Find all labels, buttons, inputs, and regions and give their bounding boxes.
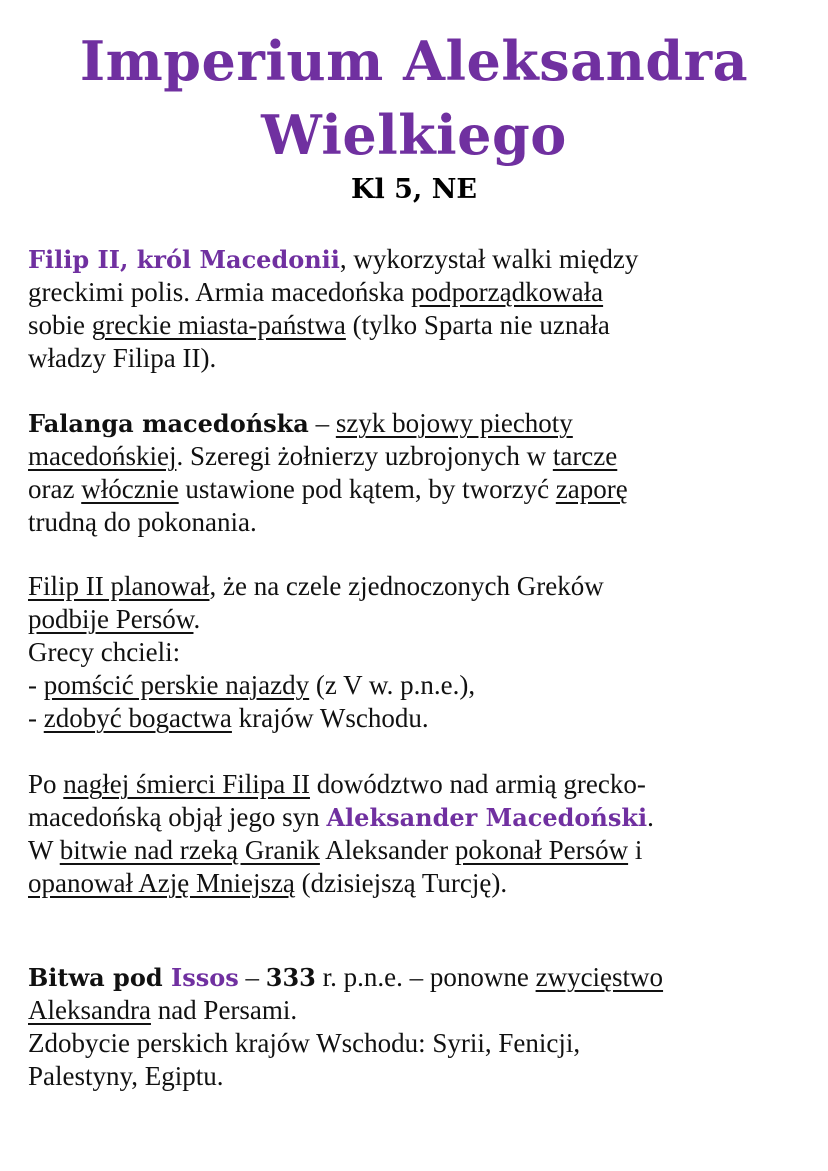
text: nad Persami. — [150, 995, 298, 1025]
text: . Szeregi żołnierzy uzbrojonych w — [176, 441, 553, 471]
paragraph-filip-ii — [28, 243, 818, 375]
underlined-term: włócznie — [81, 474, 179, 504]
text-line — [28, 407, 818, 440]
text-line — [28, 801, 818, 834]
text: , że na czele zjednoczonych Greków — [209, 571, 604, 601]
text: (tylko Sparta nie uznała — [345, 310, 610, 340]
text-line: Palestyny, Egiptu. — [28, 1061, 224, 1091]
underlined-term: zdobyć bogactwa — [43, 703, 232, 733]
text-line: Zdobycie perskich krajów Wschodu: Syrii, Fenicji, — [28, 1028, 581, 1058]
text-line — [28, 243, 818, 276]
underlined-term: macedońskiej — [28, 441, 177, 471]
text: oraz — [28, 474, 82, 504]
highlight-term: Aleksander Macedoński — [326, 803, 648, 832]
text-line — [28, 473, 818, 506]
text: . — [193, 604, 201, 634]
text-line: władzy Filipa II). — [28, 343, 217, 373]
highlight-term: Filip II, król Macedonii — [28, 245, 340, 274]
text: (dzisiejszą Turcję). — [294, 868, 508, 898]
bold-term: Bitwa pod — [28, 963, 171, 992]
list-dash: - — [28, 670, 44, 700]
list-dash: - — [28, 703, 44, 733]
underlined-term: pomścić perskie najazdy — [43, 670, 310, 700]
text-line — [28, 276, 818, 309]
text-line — [28, 834, 818, 867]
paragraph-plans — [28, 570, 818, 735]
underlined-term: pokonał Persów — [454, 835, 629, 865]
text: dowództwo nad armią grecko- — [309, 769, 646, 799]
highlight-term: Issos — [170, 963, 239, 992]
list-item — [28, 669, 818, 702]
text: sobie — [28, 310, 92, 340]
underlined-term: podbije Persów — [28, 604, 194, 634]
paragraph-falanga — [28, 407, 818, 539]
paragraph-aleksander — [28, 768, 818, 900]
underlined-term: Aleksandra — [28, 995, 151, 1025]
page-title-line-1: Imperium Aleksandra — [79, 29, 749, 93]
text: macedońską objął jego syn — [28, 802, 327, 832]
text: . — [647, 802, 654, 832]
underlined-term: Filip II planował — [28, 571, 210, 601]
text-line: trudną do pokonania. — [28, 507, 257, 537]
text: – — [308, 408, 336, 438]
text-line — [28, 603, 818, 636]
text-line — [28, 768, 818, 801]
text: Po — [28, 769, 64, 799]
text-line — [28, 867, 818, 900]
text: i — [628, 835, 643, 865]
underlined-term: zwycięstwo — [535, 962, 664, 992]
text: greckimi polis. Armia macedońska — [28, 277, 412, 307]
text-line — [28, 994, 818, 1027]
text-line — [28, 440, 818, 473]
underlined-term: greckie miasta-państwa — [91, 310, 346, 340]
text-line: Grecy chcieli: — [28, 637, 181, 667]
text: r. p.n.e. – ponowne — [315, 962, 536, 992]
text: Aleksander — [319, 835, 455, 865]
underlined-term: tarcze — [552, 441, 618, 471]
paragraph-issos — [28, 961, 818, 1093]
page-subtitle: Kl 5, NE — [351, 174, 477, 205]
text-line — [28, 961, 818, 994]
bold-term: Falanga macedońska — [28, 409, 309, 438]
text: – — [238, 962, 266, 992]
bold-year: 333 — [265, 963, 316, 992]
list-item — [28, 702, 818, 735]
text: , wykorzystał walki między — [339, 244, 639, 274]
text-line — [28, 570, 818, 603]
underlined-term: szyk bojowy piechoty — [335, 408, 573, 438]
text: (z V w. p.n.e.), — [309, 670, 476, 700]
underlined-term: bitwie nad rzeką Granik — [59, 835, 320, 865]
underlined-term: podporządkowała — [411, 277, 604, 307]
text-line — [28, 309, 818, 342]
underlined-term: nagłej śmierci Filipa II — [63, 769, 310, 799]
underlined-term: zaporę — [555, 474, 628, 504]
text: ustawione pod kątem, by tworzyć — [178, 474, 556, 504]
text: krajów Wschodu. — [231, 703, 429, 733]
text: W — [28, 835, 60, 865]
underlined-term: opanował Azję Mniejszą — [28, 868, 295, 898]
page-title-line-2: Wielkiego — [261, 103, 567, 167]
